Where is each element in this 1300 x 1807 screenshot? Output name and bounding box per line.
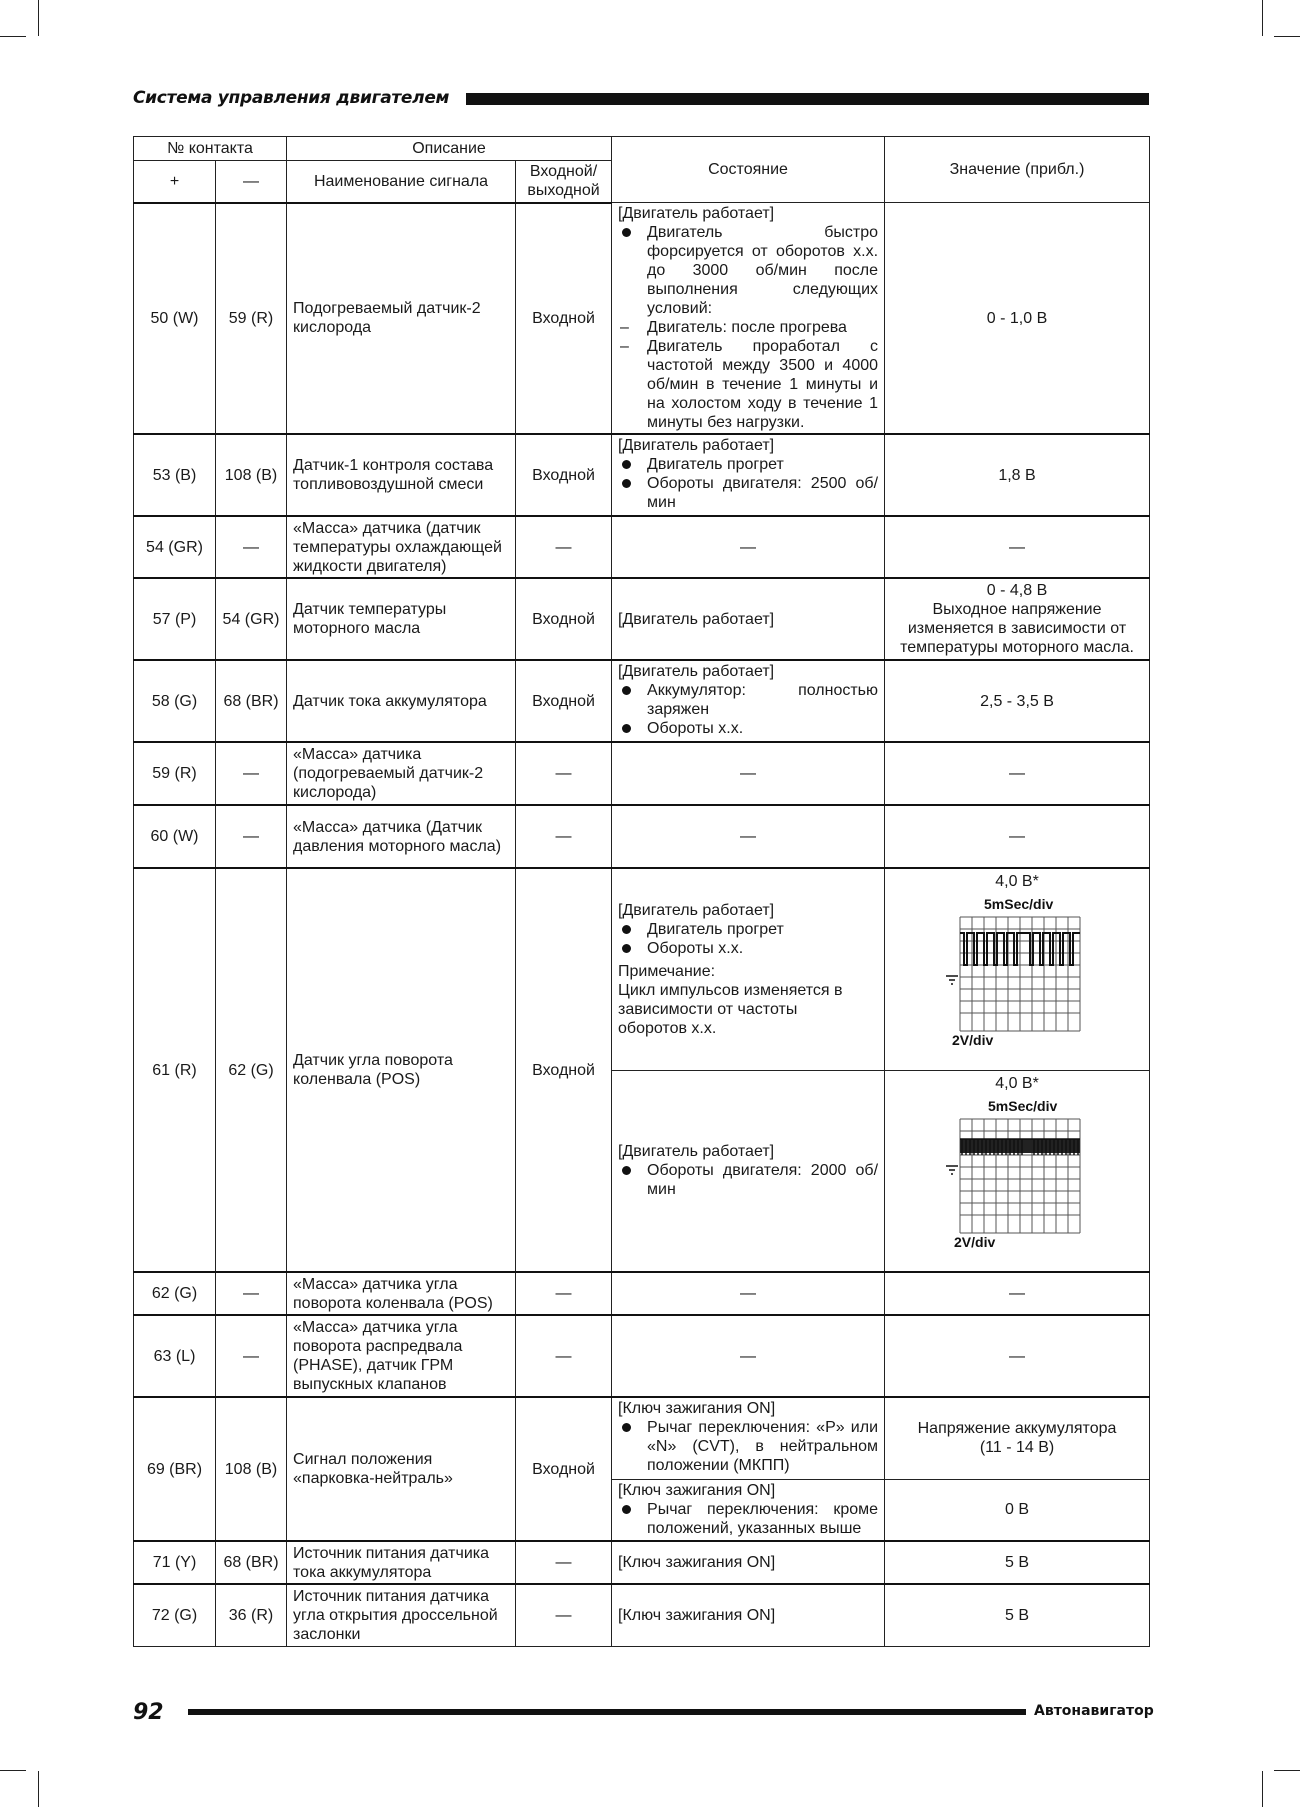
signal-name: Сигнал положения «парковка-нейтраль» bbox=[287, 1397, 516, 1541]
signal-state: — bbox=[612, 1315, 885, 1397]
table-row bbox=[134, 1541, 1150, 1584]
contact-minus: 108 (B) bbox=[216, 434, 287, 516]
contact-plus: 72 (G) bbox=[134, 1584, 216, 1646]
contact-plus: 58 (G) bbox=[134, 660, 216, 742]
state-title: [Двигатель работает] bbox=[618, 1143, 775, 1161]
signal-value bbox=[885, 1070, 1150, 1272]
page-number: 92 bbox=[133, 1700, 164, 1725]
contact-plus: 61 (R) bbox=[134, 868, 216, 1272]
signal-state bbox=[612, 1397, 885, 1479]
contact-plus: 71 (Y) bbox=[134, 1541, 216, 1584]
oscilloscope-waveform-idle bbox=[942, 895, 1092, 1047]
contact-plus: 69 (BR) bbox=[134, 1397, 216, 1541]
contact-minus: — bbox=[216, 1272, 287, 1315]
signal-value: Напряжение аккумулятора (11 - 14 В) bbox=[885, 1397, 1150, 1479]
signal-value: 2,5 - 3,5 В bbox=[885, 660, 1150, 742]
contact-plus: 59 (R) bbox=[134, 742, 216, 805]
value-main: 4,0 В* bbox=[995, 1074, 1039, 1092]
scope-grid bbox=[960, 1119, 1080, 1233]
table-row bbox=[134, 1272, 1150, 1315]
crop-mark bbox=[1262, 1771, 1263, 1807]
signal-value: — bbox=[885, 1315, 1150, 1397]
signal-name: Датчик-1 контроля состава топливовоздушной смеси bbox=[287, 434, 516, 516]
contact-minus: 62 (G) bbox=[216, 868, 287, 1272]
state-item: Обороты двигателя: 2500 об/мин bbox=[618, 474, 878, 512]
signal-value bbox=[885, 578, 1150, 660]
table-row bbox=[134, 1315, 1150, 1397]
contact-plus: 62 (G) bbox=[134, 1272, 216, 1315]
contact-plus: 50 (W) bbox=[134, 203, 216, 435]
signal-value: 0 - 1,0 В bbox=[885, 203, 1150, 435]
col-minus-header: — bbox=[216, 161, 287, 203]
signal-io: — bbox=[516, 805, 612, 868]
signal-name: Датчик тока аккумулятора bbox=[287, 660, 516, 742]
page-header-title: Система управления двигателем bbox=[133, 88, 450, 108]
contact-plus: 60 (W) bbox=[134, 805, 216, 868]
col-plus-header: + bbox=[134, 161, 216, 203]
signal-state: [Ключ зажигания ON] bbox=[612, 1584, 885, 1646]
signal-io: — bbox=[516, 1541, 612, 1584]
contact-plus: 53 (B) bbox=[134, 434, 216, 516]
contact-minus: 68 (BR) bbox=[216, 660, 287, 742]
table-row bbox=[134, 805, 1150, 868]
state-title: [Двигатель работает] bbox=[618, 205, 775, 222]
signal-name: Подогреваемый датчик-2 кислорода bbox=[287, 203, 516, 435]
signal-io: Входной bbox=[516, 434, 612, 516]
state-item: Рычаг переключения: «P» или «N» (CVT), в нейтральном положении (МКПП) bbox=[618, 1418, 878, 1475]
signal-value bbox=[885, 868, 1150, 1070]
col-signal-name-header: Наименование сигнала bbox=[287, 161, 516, 203]
signal-state: — bbox=[612, 1272, 885, 1315]
state-item: Аккумулятор: полностью заряжен bbox=[618, 681, 878, 719]
state-item: Обороты х.х. bbox=[618, 719, 878, 738]
crop-mark bbox=[1262, 0, 1263, 36]
signal-state: — bbox=[612, 805, 885, 868]
table-row bbox=[134, 1397, 1150, 1479]
col-value-header: Значение (прибл.) bbox=[885, 137, 1150, 203]
state-item: Обороты х.х. bbox=[618, 939, 878, 958]
signal-io: Входной bbox=[516, 1397, 612, 1541]
signal-value: — bbox=[885, 805, 1150, 868]
table-row bbox=[134, 203, 1150, 435]
header-bar bbox=[466, 93, 1149, 105]
crop-mark bbox=[0, 36, 26, 37]
contact-plus: 57 (P) bbox=[134, 578, 216, 660]
contact-minus: — bbox=[216, 742, 287, 805]
crop-mark bbox=[1274, 36, 1300, 37]
signal-name: Датчик температуры моторного масла bbox=[287, 578, 516, 660]
note-text: Цикл импульсов изменяется в зависимости от частоты оборотов х.х. bbox=[618, 981, 843, 1037]
crop-mark bbox=[38, 1771, 39, 1807]
state-item: Двигатель прогрет bbox=[618, 455, 878, 474]
signal-value: — bbox=[885, 516, 1150, 578]
state-title: [Ключ зажигания ON] bbox=[618, 1400, 776, 1417]
pinout-table bbox=[133, 136, 1150, 1647]
table-row bbox=[134, 1584, 1150, 1646]
signal-value: — bbox=[885, 1272, 1150, 1315]
state-item: Двигатель прогрет bbox=[618, 920, 878, 939]
table-row bbox=[134, 516, 1150, 578]
contact-minus: — bbox=[216, 516, 287, 578]
crop-mark bbox=[38, 0, 39, 36]
signal-state bbox=[612, 203, 885, 435]
ground-icon bbox=[946, 976, 958, 984]
signal-value: 5 В bbox=[885, 1584, 1150, 1646]
state-title: [Двигатель работает] bbox=[618, 663, 775, 680]
scope-time-label: 5mSec/div bbox=[984, 896, 1054, 912]
signal-name: Датчик угла поворота коленвала (POS) bbox=[287, 868, 516, 1272]
crop-mark bbox=[1274, 1770, 1300, 1771]
table-row bbox=[134, 742, 1150, 805]
contact-plus: 63 (L) bbox=[134, 1315, 216, 1397]
state-item: Двигатель быстро форсируется от оборотов х.х. до 3000 об/мин после выполнения следующих условий: bbox=[618, 223, 878, 318]
signal-name: «Масса» датчика угла поворота коленвала (POS) bbox=[287, 1272, 516, 1315]
footer-bar bbox=[188, 1709, 1026, 1715]
contact-minus: 108 (B) bbox=[216, 1397, 287, 1541]
state-item: Рычаг переключения: кроме положений, указанных выше bbox=[618, 1500, 878, 1538]
signal-name: Источник питания датчика угла открытия дроссельной заслонки bbox=[287, 1584, 516, 1646]
state-item: – Двигатель проработал с частотой между 3500 и 4000 об/мин в течение 1 минуты и на холостом ходу в течение 1 минуты без нагрузки. bbox=[618, 337, 878, 432]
scope-time-label: 5mSec/div bbox=[988, 1097, 1058, 1114]
signal-io: — bbox=[516, 1315, 612, 1397]
ground-icon bbox=[946, 1166, 958, 1174]
col-contact-header: № контакта bbox=[134, 137, 287, 161]
table-row bbox=[134, 434, 1150, 516]
col-state-header: Состояние bbox=[612, 137, 885, 203]
table-row bbox=[134, 868, 1150, 1070]
signal-state bbox=[612, 660, 885, 742]
signal-io: Входной bbox=[516, 203, 612, 435]
signal-name: Источник питания датчика тока аккумулятора bbox=[287, 1541, 516, 1584]
signal-value: 0 В bbox=[885, 1479, 1150, 1541]
signal-state: — bbox=[612, 742, 885, 805]
scope-volt-label: 2V/div bbox=[952, 1032, 994, 1047]
signal-state: [Ключ зажигания ON] bbox=[612, 1541, 885, 1584]
scope-volt-label: 2V/div bbox=[954, 1233, 996, 1249]
signal-io: — bbox=[516, 1584, 612, 1646]
state-item: – Двигатель: после прогрева bbox=[618, 318, 878, 337]
signal-io: — bbox=[516, 516, 612, 578]
signal-value: 1,8 В bbox=[885, 434, 1150, 516]
contact-minus: 36 (R) bbox=[216, 1584, 287, 1646]
signal-io: — bbox=[516, 1272, 612, 1315]
signal-name: «Масса» датчика угла поворота распредвала (PHASE), датчик ГРМ выпускных клапанов bbox=[287, 1315, 516, 1397]
signal-value: 5 В bbox=[885, 1541, 1150, 1584]
signal-io: — bbox=[516, 742, 612, 805]
state-title: [Двигатель работает] bbox=[618, 901, 775, 919]
signal-state bbox=[612, 1479, 885, 1541]
signal-name: «Масса» датчика (датчик температуры охлаждающей жидкости двигателя) bbox=[287, 516, 516, 578]
signal-name: «Масса» датчика (Датчик давления моторного масла) bbox=[287, 805, 516, 868]
note-label: Примечание: bbox=[618, 962, 716, 980]
table-row bbox=[134, 660, 1150, 742]
state-item: Обороты двигателя: 2000 об/мин bbox=[618, 1161, 878, 1199]
signal-state bbox=[612, 868, 885, 1070]
signal-state: [Двигатель работает] bbox=[612, 578, 885, 660]
footer-brand: Автонавигатор bbox=[1034, 1703, 1154, 1719]
signal-value: — bbox=[885, 742, 1150, 805]
signal-io: Входной bbox=[516, 660, 612, 742]
contact-minus: — bbox=[216, 1315, 287, 1397]
signal-state bbox=[612, 1070, 885, 1272]
contact-plus: 54 (GR) bbox=[134, 516, 216, 578]
state-title: [Двигатель работает] bbox=[618, 437, 775, 454]
signal-io: Входной bbox=[516, 578, 612, 660]
signal-state: — bbox=[612, 516, 885, 578]
contact-minus: 54 (GR) bbox=[216, 578, 287, 660]
signal-state bbox=[612, 434, 885, 516]
col-description-header: Описание bbox=[287, 137, 612, 161]
contact-minus: — bbox=[216, 805, 287, 868]
value-note: Выходное напряжение изменяется в зависимости от температуры моторного масла. bbox=[900, 601, 1134, 656]
col-io-header: Входной/ выходной bbox=[516, 161, 612, 203]
table-row bbox=[134, 578, 1150, 660]
state-title: [Ключ зажигания ON] bbox=[618, 1481, 776, 1499]
crop-mark bbox=[0, 1770, 26, 1771]
contact-minus: 59 (R) bbox=[216, 203, 287, 435]
signal-name: «Масса» датчика (подогреваемый датчик-2 кислорода) bbox=[287, 742, 516, 805]
oscilloscope-waveform-2000rpm bbox=[942, 1097, 1092, 1249]
value-main: 4,0 В* bbox=[995, 873, 1039, 890]
signal-io: Входной bbox=[516, 868, 612, 1272]
value-main: 0 - 4,8 В bbox=[986, 582, 1048, 599]
contact-minus: 68 (BR) bbox=[216, 1541, 287, 1584]
